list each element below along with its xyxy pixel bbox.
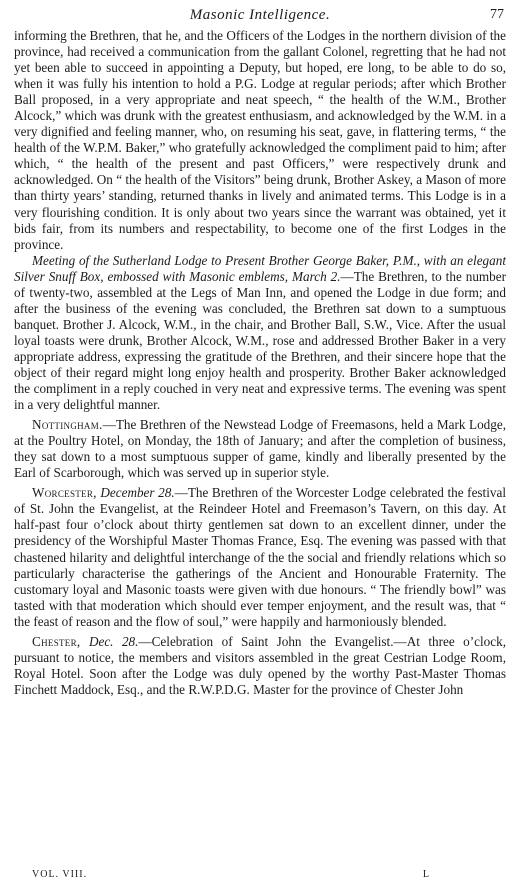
running-head xyxy=(14,4,506,26)
paragraph-text: —The Brethren of the Worcester Lodge celebrated the festival of St. John the Evangelist, at the Reindeer Hotel and Freemason’s Tavern, on this day. At half-past four o’clock about thirty gentlemen sat down to an excellent dinner, under the presidency of the Worshipful Master Thomas France, Esq. The evening was passed with that chastened hilarity and delightful interchange of the the social and friendly relations which so particularly characterise the gatherings of the Ancient and Honourable Fraternity. The customary loyal and Masonic toasts were given with due honours. “ The friendly bowl” was tasted with that moderation which should ever temper enjoyment, and the result was, that “ the feast of reason and the flow of soul,” were happily and harmoniously blended. xyxy=(14,485,506,629)
place-heading: Worcester, xyxy=(32,485,97,501)
place-heading: Chester, xyxy=(32,633,81,649)
volume-number: VOL. VIII. xyxy=(32,869,88,880)
place-heading: Nottingham. xyxy=(32,417,103,433)
document-page xyxy=(14,4,506,884)
paragraph-chester xyxy=(14,634,506,698)
article-body xyxy=(14,28,506,698)
running-title: Masonic Intelligence. xyxy=(189,7,331,23)
paragraph-heading: Meeting of the Sutherland Lodge to Present Brother George Baker, P.M., with an elegant Silver Snuff Box, embossed with Masonic emblems, March 2. xyxy=(14,252,506,284)
page-footer xyxy=(32,868,506,882)
paragraph-nottingham xyxy=(14,417,506,481)
paragraph-text: —Celebration of Saint John the Evangelist.—At three o’clock, pursuant to notice, the members and visitors assembled in the great Cestrian Lodge Room, Royal Hotel. Soon after the Lodge was duly opened by the worthy Past-Master Thomas Finchett Maddock, Esq., and the R.W.P.D.G. Master for the province of Chester John xyxy=(14,633,506,697)
date-heading: Dec. 28. xyxy=(80,633,139,649)
paragraph-text: informing the Brethren, that he, and the Officers of the Lodges in the northern division of the province, had received a communication from the gallant Colonel, regretting that he had not yet been able to succeed in appointing a Deputy, but hoped, ere long, to be able to do so, when it was fully his intention to hold a P.G. Lodge at regular periods; after which Brother Ball proposed, in a very appropriate and neat speech, “ the health of the W.M., Brother Alcock,” which was drunk with the greatest enthusiasm, and acknowledged by the W.M. in a very dignified and feeling manner, who, on resuming his seat, gave, in flattering terms, “ the health of the W.P.M. Baker,” who gratefully acknowledged the compliment paid to him; after which, “ the health of the present and past Officers,” were respectively drunk and acknowledged. On “ the health of the Visitors” being drunk, Brother Askey, a Mason of more than thirty years’ standing, returned thanks in lively and animated terms. This Lodge is in a very flourishing condition. It is only about two years since the warrant was obtained, yet it bids fair, from its numbers and respectability, to become one of the first Lodges in the province. xyxy=(14,28,506,252)
page-number: 77 xyxy=(490,7,504,22)
paragraph-text: —The Brethren of the Newstead Lodge of Freemasons, held a Mark Lodge, at the Poultry Hotel, on Monday, the 18th of January; and after the completion of business, they sat down to a most sumptuous supper of game, kindly and liberally presented by the Earl of Scarborough, which was served up in superior style. xyxy=(14,417,506,481)
paragraph-text: —The Brethren, to the number of twenty-two, assembled at the Legs of Man Inn, and opened the Lodge in due form; and after the business of the evening was concluded, the Brethren sat down to a sumptuous banquet. Brother J. Alcock, W.M., in the chair, and Brother Ball, S.W., Vice. After the usual loyal toasts were drunk, Brother Alcock, W.M., rose and addressed Brother Baker in a very appropriate address, expressing the gratitude of the Brethren, and their sincere hope that the object of their regard might long enjoy health and prosperity. Brother Baker acknowledged the compliment in a reply couched in very neat and expressive terms. The evening was spent in a very delightful manner. xyxy=(14,268,506,413)
paragraph-sutherland-lodge xyxy=(14,253,506,413)
date-heading: December 28. xyxy=(96,485,175,501)
signature-mark: L xyxy=(422,869,430,880)
paragraph-worcester xyxy=(14,485,506,629)
paragraph-continuation xyxy=(14,28,506,253)
